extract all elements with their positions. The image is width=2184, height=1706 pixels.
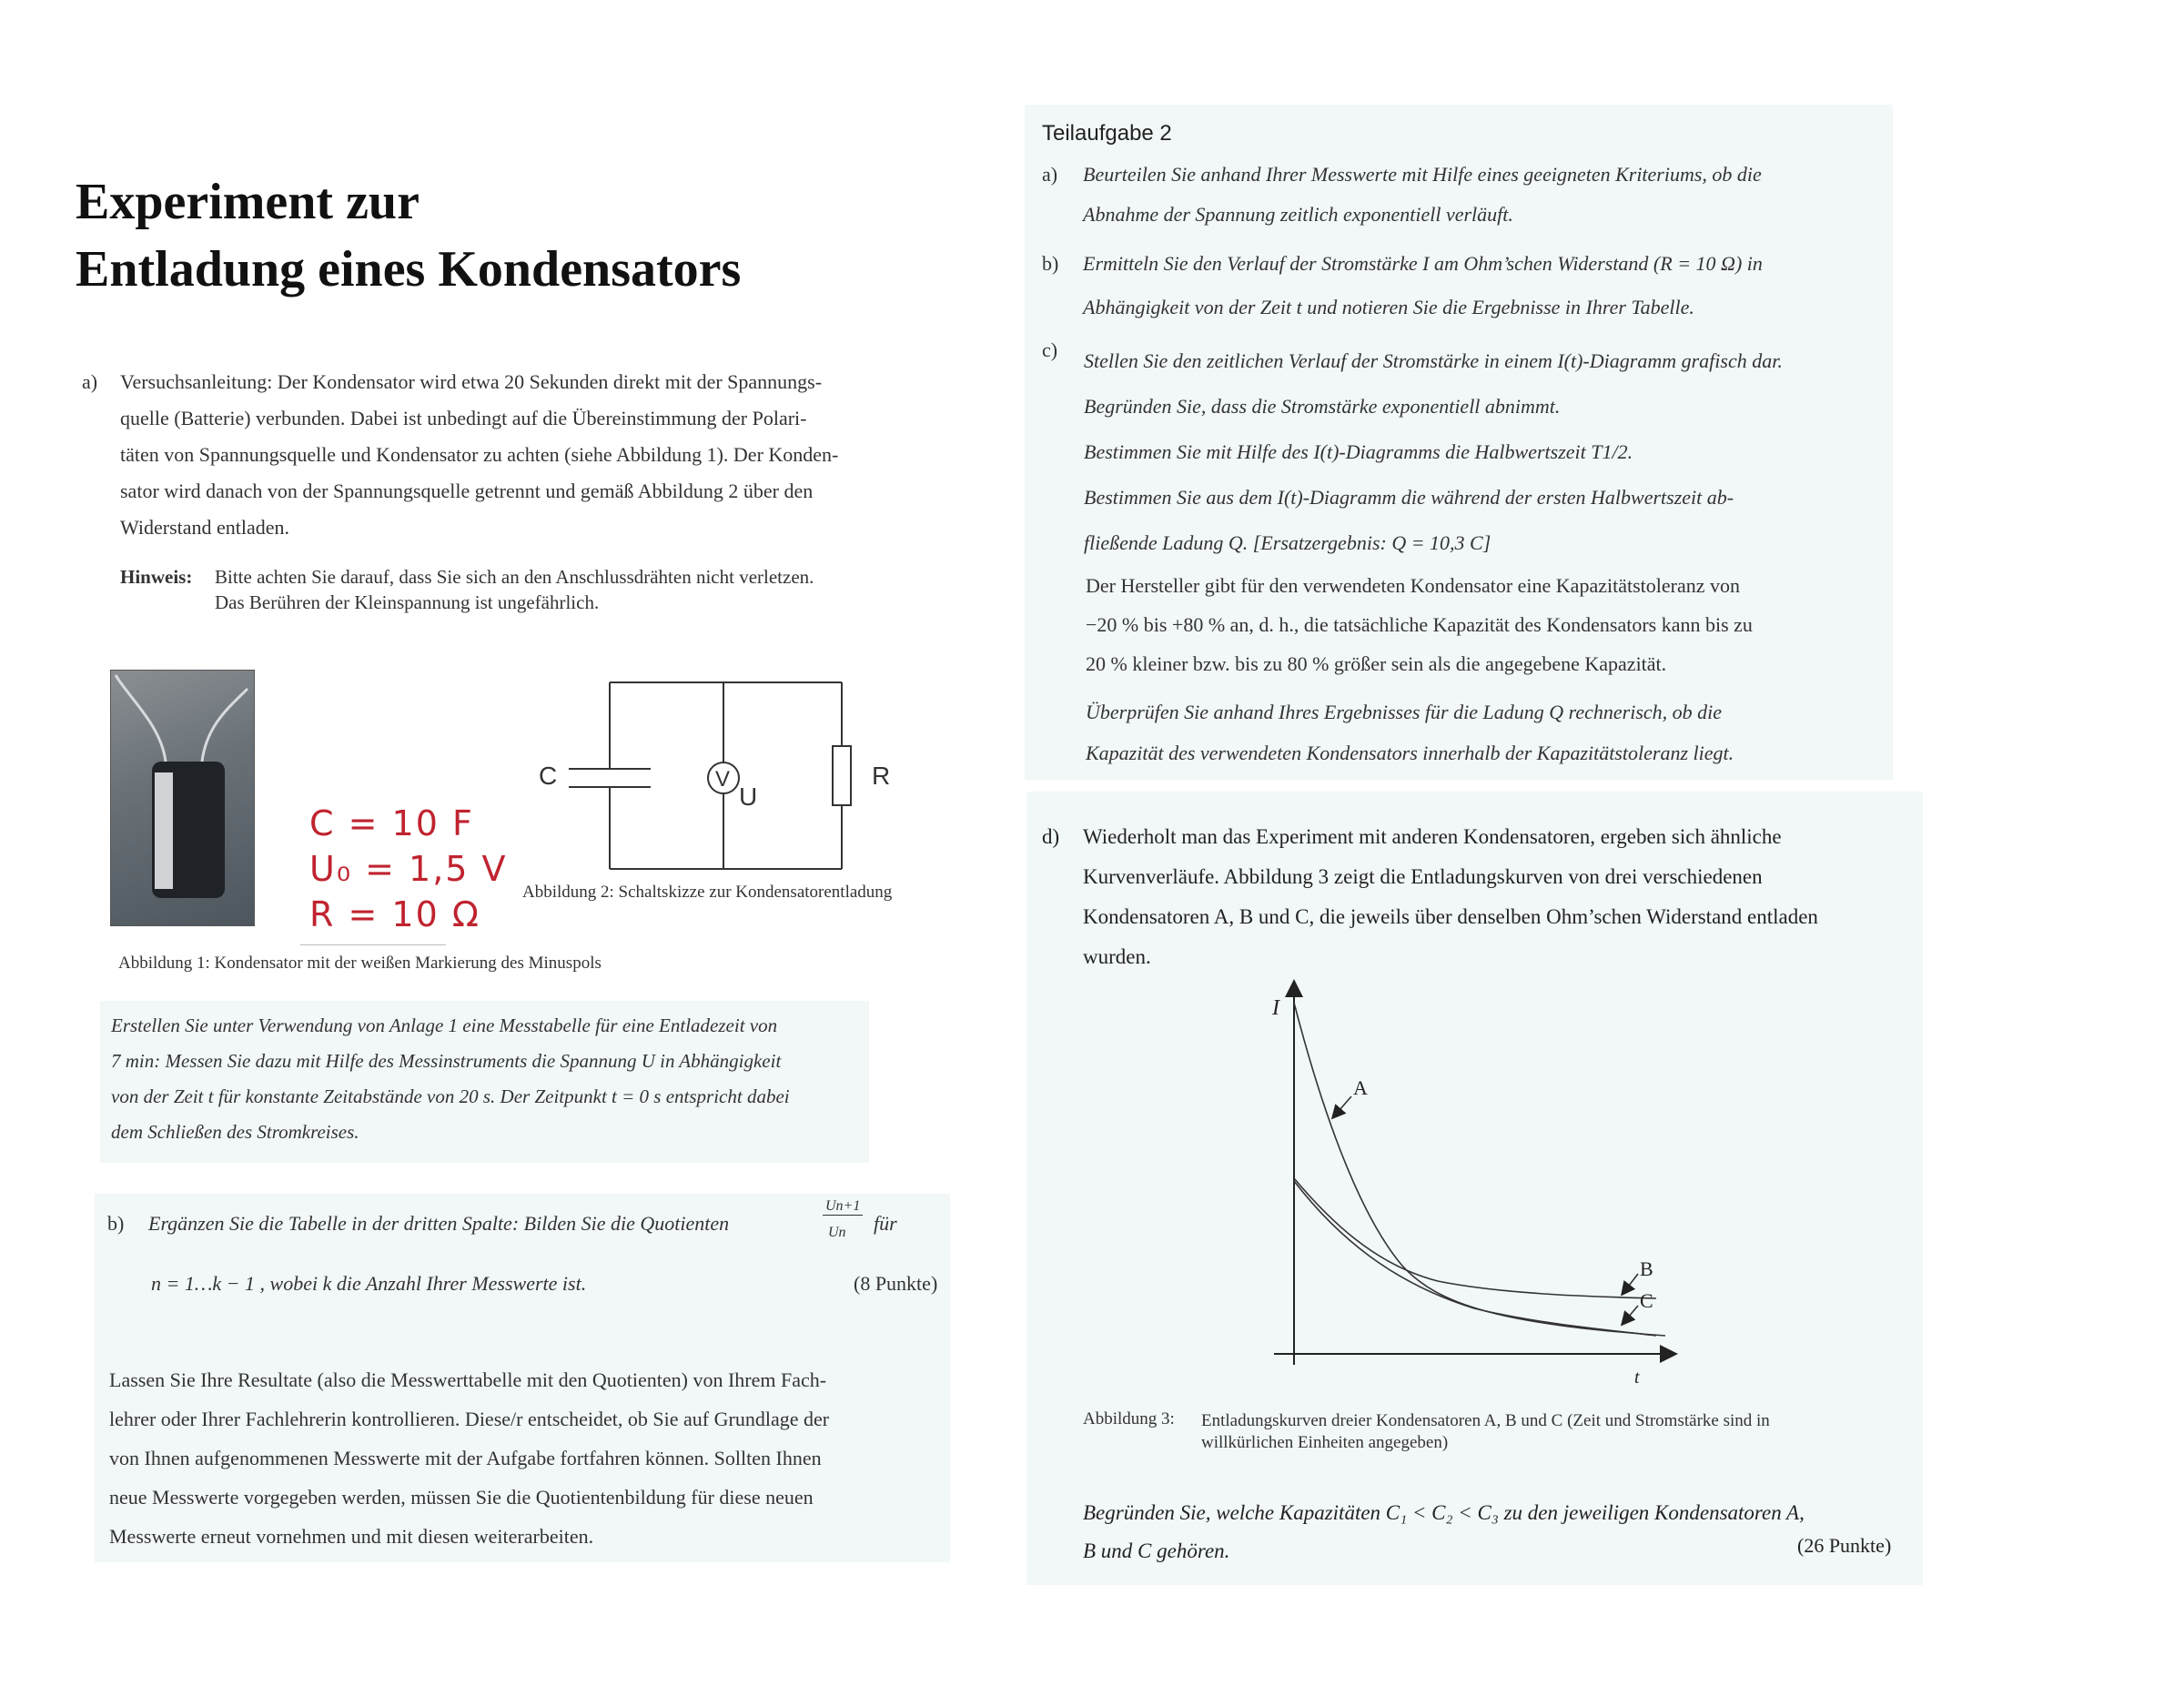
pointer-b — [1623, 1274, 1638, 1294]
text-line: quelle (Batterie) verbunden. Dabei ist unbedingt auf die Übereinstimmung der Polari- — [120, 407, 807, 429]
page-title — [76, 168, 741, 303]
circuit-label-v: V — [715, 767, 731, 792]
final-question — [1083, 1494, 1805, 1570]
text-line: Entladungskurven dreier Kondensatoren A, B und C (Zeit und Stromstärke sind in — [1201, 1411, 1770, 1430]
final-points: (26 Punkte) — [1797, 1534, 1892, 1557]
figure-3-text — [1201, 1410, 1770, 1454]
handwritten-values — [309, 801, 508, 937]
handwritten-voltage: U₀ = 1,5 V — [309, 849, 508, 889]
pointer-c — [1623, 1306, 1638, 1324]
text-line: Bestimmen Sie mit Hilfe des I(t)-Diagramms die Halbwertszeit T1/2. — [1084, 440, 1633, 463]
text-line: Abnahme der Spannung zeitlich exponentiell verläuft. — [1083, 203, 1513, 226]
pointer-a — [1333, 1096, 1351, 1117]
text-line: Das Berühren der Kleinspannung ist ungefährlich. — [215, 591, 600, 613]
text-line: B und C gehören. — [1083, 1539, 1230, 1562]
text-line: lehrer oder Ihrer Fachlehrerin kontrollieren. Diese/r entscheidet, ob Sie auf Grundlage der — [109, 1408, 830, 1430]
right-part-c-text — [1084, 338, 1783, 566]
circuit-diagram — [519, 664, 937, 883]
title-line-1: Experiment zur — [76, 174, 420, 230]
text-line: Bitte achten Sie darauf, dass Sie sich an den Anschlussdrähten nicht verletzen. — [215, 566, 814, 588]
right-part-d-marker: d) — [1042, 825, 1060, 848]
text-line: dem Schließen des Stromkreises. — [111, 1121, 359, 1143]
text-line: Beurteilen Sie anhand Ihrer Messwerte mit Hilfe eines geeigneten Kriteriums, ob die — [1083, 163, 1762, 186]
text-line: Messwerte erneut vornehmen und mit diesen weiterarbeiten. — [109, 1525, 594, 1548]
capacitor-photo — [110, 670, 255, 926]
curve-label-b: B — [1640, 1257, 1653, 1280]
divider — [300, 944, 446, 945]
text-line: Versuchsanleitung: Der Kondensator wird etwa 20 Sekunden direkt mit der Spannungs- — [120, 370, 823, 393]
text-line: von Ihnen aufgenommenen Messwerte mit der Aufgabe fortfahren können. Sollten Ihnen — [109, 1447, 822, 1469]
right-part-b-text — [1083, 242, 1763, 329]
text-line: Stellen Sie den zeitlichen Verlauf der Stromstärke in einem I(t)-Diagramm grafisch dar. — [1084, 349, 1783, 372]
tolerance-text — [1086, 566, 1753, 683]
discharge-curves-graph — [1265, 974, 1693, 1392]
text-line: neue Messwerte vorgegeben werden, müssen Sie die Quotientenbildung für diese neuen — [109, 1486, 814, 1509]
text-line: Erstellen Sie unter Verwendung von Anlage 1 eine Messtabelle für eine Entladezeit von — [111, 1015, 778, 1036]
right-part-c-marker: c) — [1042, 338, 1058, 361]
part-b-points: (8 Punkte) — [854, 1272, 938, 1295]
circuit-label-r: R — [872, 762, 891, 790]
text-line: täten von Spannungsquelle und Kondensator zu achten (siehe Abbildung 1). Der Konden- — [120, 443, 839, 466]
text-line: Kapazität des verwendeten Kondensators innerhalb der Kapazitätstoleranz liegt. — [1086, 742, 1734, 764]
text-line: Widerstand entladen. — [120, 516, 290, 539]
handwritten-resistance: R = 10 Ω — [309, 894, 480, 934]
hint-text — [215, 564, 814, 615]
curve-label-c: C — [1640, 1289, 1653, 1312]
curve-label-a: A — [1353, 1076, 1368, 1099]
right-part-a-text — [1083, 155, 1762, 235]
part-b-line-2: n = 1…k − 1 , wobei k die Anzahl Ihrer Messwerte ist. — [151, 1272, 587, 1295]
text-line: Abhängigkeit von der Zeit t und notieren Sie die Ergebnisse in Ihrer Tabelle. — [1083, 296, 1694, 318]
part-a-marker: a) — [82, 370, 98, 393]
curve-a — [1294, 1003, 1665, 1336]
check-capacity-text — [1086, 691, 1734, 773]
right-part-b-marker: b) — [1042, 252, 1059, 275]
hint-label: Hinweis: — [120, 566, 193, 588]
figure-1-caption: Abbildung 1: Kondensator mit der weißen Markierung des Minuspols — [118, 954, 602, 973]
text-line: Kondensatoren A, B und C, die jeweils über denselben Ohm’schen Widerstand entladen — [1083, 905, 1818, 928]
part-b-marker: b) — [107, 1212, 125, 1235]
text-line: Begründen Sie, welche Kapazitäten C₁ < C₂ < C₃ zu den jeweiligen Kondensatoren A, — [1083, 1501, 1805, 1524]
text-line: willkürlichen Einheiten angegeben) — [1201, 1433, 1449, 1452]
text-line: Ermitteln Sie den Verlauf der Stromstärke I am Ohm’schen Widerstand (R = 10 Ω) in — [1083, 252, 1763, 275]
results-instructions — [109, 1360, 829, 1556]
figure-3-label: Abbildung 3: — [1083, 1409, 1175, 1428]
teilaufgabe-2-heading: Teilaufgabe 2 — [1042, 121, 1172, 146]
text-line: −20 % bis +80 % an, d. h., die tatsächliche Kapazität des Kondensators kann bis zu — [1086, 613, 1753, 636]
handwritten-capacity: C = 10 F — [309, 803, 474, 843]
text-line: von der Zeit t für konstante Zeitabstände von 20 s. Der Zeitpunkt t = 0 s entspricht dabei — [111, 1085, 790, 1107]
text-line: fließende Ladung Q. [Ersatzergebnis: Q = 10,3 C] — [1084, 531, 1491, 554]
graph-y-label: I — [1272, 996, 1279, 1020]
text-line: Überprüfen Sie anhand Ihres Ergebnisses für die Ladung Q rechnerisch, ob die — [1086, 701, 1723, 723]
graph-x-label: t — [1634, 1368, 1640, 1388]
text-line: Wiederholt man das Experiment mit anderen Kondensatoren, ergeben sich ähnliche — [1083, 825, 1782, 848]
fraction-denominator: Un — [828, 1225, 846, 1240]
text-line: Bestimmen Sie aus dem I(t)-Diagramm die während der ersten Halbwertszeit ab- — [1084, 486, 1734, 509]
right-part-d-text — [1083, 817, 1818, 977]
text-line: Begründen Sie, dass die Stromstärke exponentiell abnimmt. — [1084, 395, 1561, 418]
text-line: Der Hersteller gibt für den verwendeten Kondensator eine Kapazitätstoleranz von — [1086, 574, 1740, 597]
circuit-label-u: U — [739, 782, 758, 811]
text-line: 7 min: Messen Sie dazu mit Hilfe des Messinstruments die Spannung U in Abhängigkeit — [111, 1050, 782, 1072]
text-line: Lassen Sie Ihre Resultate (also die Messwerttabelle mit den Quotienten) von Ihrem Fach- — [109, 1368, 827, 1391]
fraction-numerator: Un+1 — [823, 1198, 863, 1216]
figure-2-caption: Abbildung 2: Schaltskizze zur Kondensatorentladung — [522, 883, 893, 902]
capacitor-leads — [111, 671, 254, 925]
text-line: sator wird danach von der Spannungsquelle getrennt und gemäß Abbildung 2 über den — [120, 479, 814, 502]
part-b-fuer: für — [874, 1212, 897, 1235]
right-part-a-marker: a) — [1042, 163, 1058, 186]
part-a-text — [120, 364, 838, 546]
text-line: Kurvenverläufe. Abbildung 3 zeigt die Entladungskurven von drei verschiedenen — [1083, 865, 1763, 888]
curve-c — [1294, 1181, 1656, 1336]
part-b-line-1: Ergänzen Sie die Tabelle in der dritten Spalte: Bilden Sie die Quotienten — [148, 1212, 730, 1235]
text-line: wurden. — [1083, 945, 1151, 968]
title-line-2: Entladung eines Kondensators — [76, 241, 742, 298]
text-line: 20 % kleiner bzw. bis zu 80 % größer sein als die angegebene Kapazität. — [1086, 652, 1667, 675]
measurement-task — [111, 1008, 790, 1150]
circuit-label-c: C — [539, 762, 558, 790]
